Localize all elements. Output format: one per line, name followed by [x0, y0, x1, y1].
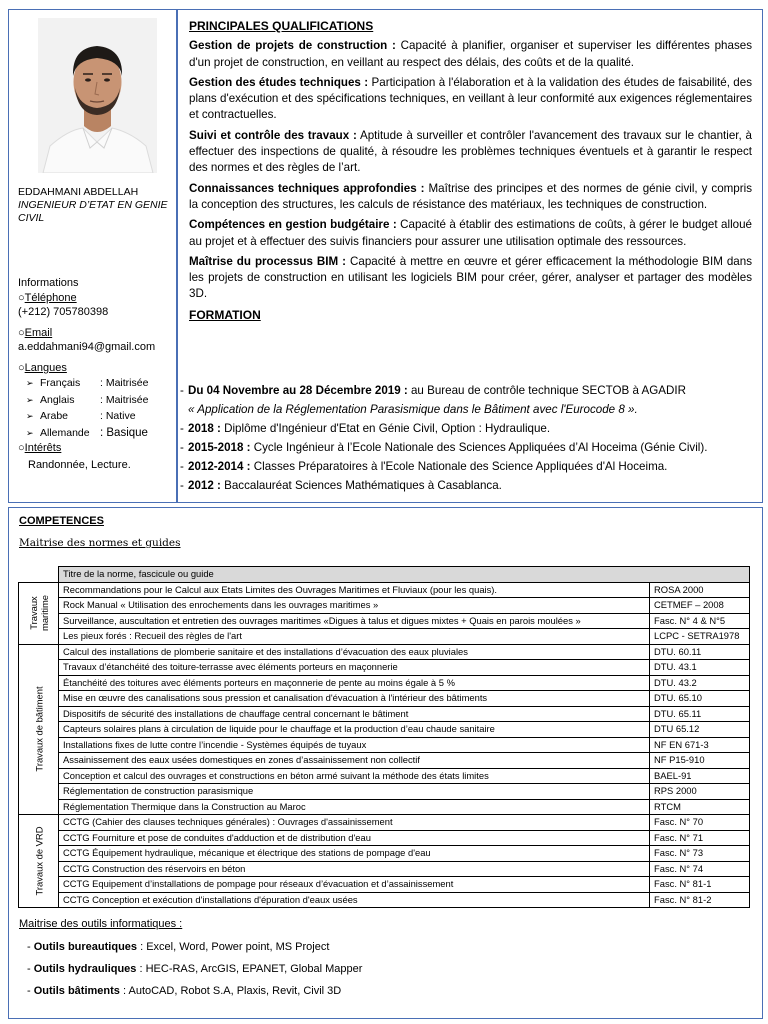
norm-code: CETMEF – 2008: [650, 598, 750, 614]
qualification-text: Maîtrise des principes et des normes de génie civil, y compris la conception des structures, les calculs de résistance des matériaux, les techniques de construction.: [189, 181, 752, 211]
norm-title: Les pieux forés : Recueil des règles de l'art: [59, 629, 650, 645]
qualification-text: Aptitude à surveiller et contrôler l'avancement des travaux sur le chantier, à effectuer des inspections de qualité, à résoudre les problèmes techniques éventuels et à garantir le respect des normes et des règles de l’art.: [189, 128, 752, 175]
table-row: [19, 830, 750, 846]
qualification-label: Suivi et contrôle des travaux :: [189, 128, 357, 142]
arrow-bullet-icon: ➢: [26, 411, 34, 421]
norm-code: RTCM: [650, 799, 750, 815]
email-label: Email: [24, 327, 53, 339]
email-block: [18, 326, 174, 354]
competences-subtitle: Maitrise des normes et guides: [19, 537, 181, 549]
arrow-bullet-icon: ➢: [26, 394, 34, 405]
qualification-text: Capacité à planifier, organiser et superviser les différentes phases d'un projet de construction, en veillant au respect des délais, des coûts et de la qualité.: [189, 39, 752, 69]
formation-list: [177, 381, 757, 495]
language-item: ➢ Arabe : Native: [18, 408, 174, 425]
dash-bullet-icon: -: [27, 985, 34, 997]
language-item: ➢ Anglais : Maitrisée: [18, 392, 174, 409]
norm-title: Installations fixes de lutte contre l’incendie - Systèmes équipés de tuyaux: [59, 737, 650, 753]
table-row: [19, 629, 750, 645]
interests-block: [18, 441, 174, 472]
qualification-item: [189, 75, 752, 124]
qualifications-title: PRINCIPALES QUALIFICATIONS: [189, 19, 374, 33]
table-row: [19, 722, 750, 738]
table-row: [19, 613, 750, 629]
category-label: Travaux maritime: [27, 595, 50, 631]
formation-title: FORMATION: [189, 307, 261, 322]
norm-title: Surveillance, auscultation et entretien des ouvrages maritimes «Digues à talus et digues mixtes + Quais en parois moulées »: [59, 613, 650, 629]
tool-item: [19, 980, 749, 1002]
formation-item: [177, 476, 757, 495]
norm-code: BAEL-91: [650, 768, 750, 784]
norm-title: Capteurs solaires plans à circulation de liquide pour le chauffage et la production d’eau chaude sanitaire: [59, 722, 650, 738]
email-value[interactable]: a.eddahmani94@gmail.com: [18, 341, 156, 353]
table-row: [19, 846, 750, 862]
category-label: Travaux de bâtiment: [33, 686, 44, 772]
dash-bullet-icon: -: [27, 963, 34, 975]
table-corner: [19, 567, 59, 583]
arrow-bullet-icon: ➢: [26, 378, 34, 388]
norm-title: CCTG Equipement d’installations de pompage pour réseaux d’évacuation et d’assainissement: [59, 877, 650, 893]
qualification-text: Capacité à établir des estimations de coûts, à gérer le budget alloué au projet et à effectuer des suivis financiers pour assurer une utilisation optimale des ressources.: [189, 218, 752, 248]
qualification-label: Gestion des études techniques :: [189, 75, 369, 89]
formation-date: 2012 :: [188, 479, 221, 492]
dash-bullet-icon: -: [180, 441, 184, 454]
formation-item: [177, 381, 757, 419]
norm-code: Fasc. N° 71: [650, 830, 750, 846]
qualification-item: [189, 128, 752, 177]
qualification-label: Compétences en gestion budgétaire :: [189, 218, 397, 232]
norm-title: Recommandations pour le Calcul aux Etats Limites des Ouvrages Maritimes et Fluviaux (pour les quais).: [59, 582, 650, 598]
formation-date: 2015-2018 :: [188, 441, 251, 454]
norm-code: DTU. 60.11: [650, 644, 750, 660]
profile-title: INGENIEUR D’ETAT EN GENIE CIVIL: [18, 199, 168, 224]
bullet-circle-icon: ○: [18, 442, 25, 454]
norm-title: Conception et calcul des ouvrages et constructions en béton armé suivant la méthode des états limites: [59, 768, 650, 784]
bullet-circle-icon: ○: [18, 292, 25, 304]
profile-name-block: [18, 186, 168, 225]
phone-label: Téléphone: [24, 292, 77, 304]
tool-label: Outils bâtiments: [33, 985, 120, 997]
table-row: [19, 861, 750, 877]
formation-text: Cycle Ingénieur à l’Ecole Nationale des Sciences Appliquées d’Al Hoceima (Génie Civil).: [250, 441, 708, 454]
norm-code: DTU. 43.1: [650, 660, 750, 676]
interests-value: Randonnée, Lecture.: [28, 459, 131, 471]
dash-bullet-icon: -: [180, 479, 184, 492]
formation-date: Du 04 Novembre au 28 Décembre 2019 :: [188, 384, 408, 397]
table-row: [19, 753, 750, 769]
table-row: [19, 582, 750, 598]
table-row: [19, 737, 750, 753]
table-row: [19, 660, 750, 676]
norm-title: Calcul des installations de plomberie sanitaire et des installations d’évacuation des eaux pluviales: [59, 644, 650, 660]
bullet-circle-icon: ○: [18, 327, 25, 339]
qualification-text: Capacité à mettre en œuvre et gérer efficacement la méthodologie BIM dans les projets de construction en utilisant les logiciels BIM pour créer, gérer, analyser et partager des modèles 3D.: [189, 254, 752, 301]
category-label: Travaux de VRD: [33, 826, 44, 896]
qualification-item: [189, 217, 752, 250]
contact-info: [18, 276, 174, 472]
qualification-item: [189, 254, 752, 303]
norm-code: NF P15-910: [650, 753, 750, 769]
norm-code: Fasc. N° 74: [650, 861, 750, 877]
formation-text: au Bureau de contrôle technique SECTOB à AGADIR: [407, 384, 686, 397]
dash-bullet-icon: -: [180, 422, 184, 435]
table-row: [19, 644, 750, 660]
table-row: [19, 892, 750, 908]
phone-block: [18, 291, 174, 319]
qualifications-section: [189, 18, 752, 323]
tool-item: [19, 958, 749, 980]
norm-code: Fasc. N° 70: [650, 815, 750, 831]
norm-title: Réglementation de construction parasismique: [59, 784, 650, 800]
formation-text: Baccalauréat Sciences Mathématiques à Casablanca.: [220, 479, 502, 492]
tool-label: Outils hydrauliques: [33, 963, 137, 975]
qualification-label: Connaissances techniques approfondies :: [189, 181, 425, 195]
norm-title: CCTG (Cahier des clauses techniques générales) : Ouvrages d'assainissement: [59, 815, 650, 831]
dash-bullet-icon: -: [180, 460, 184, 473]
formation-item: [177, 419, 757, 438]
formation-date: 2018 :: [188, 422, 221, 435]
norm-code: Fasc. N° 81-1: [650, 877, 750, 893]
norm-title: Assainissement des eaux usées domestiques en zones d’assainissement non collectif: [59, 753, 650, 769]
qualification-label: Gestion de projets de construction :: [189, 39, 396, 53]
dash-bullet-icon: -: [180, 384, 184, 397]
norm-title: CCTG Équipement hydraulique, mécanique et électrique des stations de pompage d'eau: [59, 846, 650, 862]
languages-label: Langues: [24, 362, 67, 374]
norm-code: RPS 2000: [650, 784, 750, 800]
table-row: [19, 815, 750, 831]
table-row: [19, 691, 750, 707]
category-cell: [19, 815, 59, 908]
norm-title: CCTG Fourniture et pose de conduites d'adduction et de distribution d'eau: [59, 830, 650, 846]
profile-photo: [38, 18, 157, 173]
phone-value: (+212) 705780398: [18, 306, 109, 318]
formation-item: [177, 457, 757, 476]
language-item: ➢ Français : Maitrisée: [18, 375, 174, 392]
norm-title: Mise en œuvre des canalisations sous pression et canalisation d'évacuation à l'intérieur des bâtiments: [59, 691, 650, 707]
tools-section: [19, 918, 749, 1002]
tools-title: Maitrise des outils informatiques :: [19, 918, 183, 930]
norms-table: [18, 566, 750, 908]
norm-code: Fasc. N° 73: [650, 846, 750, 862]
formation-item: [177, 438, 757, 457]
norm-title: Travaux d’étanchéité des toiture-terrasse avec éléments porteurs en maçonnerie: [59, 660, 650, 676]
norm-title: Rock Manual « Utilisation des enrochements dans les ouvrages maritimes »: [59, 598, 650, 614]
arrow-bullet-icon: ➢: [26, 427, 34, 438]
table-row: [19, 675, 750, 691]
qualification-label: Maîtrise du processus BIM :: [189, 254, 347, 268]
table-row: [19, 768, 750, 784]
norm-title: Dispositifs de sécurité des installations de chauffage central concernant le bâtiment: [59, 706, 650, 722]
formation-text: Diplôme d'Ingénieur d'Etat en Génie Civil, Option : Hydraulique.: [220, 422, 551, 435]
norm-title: CCTG Conception et exécution d'installations d'épuration d'eaux usées: [59, 892, 650, 908]
tool-label: Outils bureautiques: [33, 941, 138, 953]
formation-text: Classes Préparatoires à l'Ecole Nationale des Science Appliquées d'Al Hoceima.: [250, 460, 668, 473]
tool-item: [19, 936, 749, 958]
table-row: [19, 598, 750, 614]
norm-title: Étanchéité des toitures avec éléments porteurs en maçonnerie de pente au moins égale à 5 %: [59, 675, 650, 691]
norm-title: CCTG Construction des réservoirs en béton: [59, 861, 650, 877]
norm-code: Fasc. N° 81-2: [650, 892, 750, 908]
tool-text: : Excel, Word, Power point, MS Project: [137, 941, 330, 953]
qualification-item: [189, 181, 752, 214]
tool-text: : AutoCAD, Robot S.A, Plaxis, Revit, Civil 3D: [119, 985, 342, 997]
norm-code: DTU. 43.2: [650, 675, 750, 691]
formation-date: 2012-2014 :: [188, 460, 251, 473]
dash-bullet-icon: -: [27, 941, 34, 953]
qualification-text: Participation à l'élaboration et à la validation des études de faisabilité, des plans d'exécution et des spécifications techniques, en veillant à leur conformité aux exigences réglementaires et contractuelles.: [189, 75, 752, 122]
competences-title: COMPETENCES: [19, 515, 104, 527]
tool-text: : HEC-RAS, ArcGIS, EPANET, Global Mapper: [136, 963, 363, 975]
table-header-row: [19, 567, 750, 583]
bullet-circle-icon: ○: [18, 362, 25, 374]
info-heading: Informations: [18, 277, 79, 289]
norm-code: Fasc. N° 4 & N°5: [650, 613, 750, 629]
interests-label: Intérêts: [24, 442, 62, 454]
table-row: [19, 877, 750, 893]
norm-code: NF EN 671-3: [650, 737, 750, 753]
norm-code: DTU 65.12: [650, 722, 750, 738]
norm-title: Réglementation Thermique dans la Construction au Maroc: [59, 799, 650, 815]
formation-subtitle: « Application de la Réglementation Parasismique dans le Bâtiment avec l'Eurocode 8 ».: [188, 403, 638, 416]
qualifications-list: [189, 38, 752, 302]
norm-code: DTU. 65.10: [650, 691, 750, 707]
table-row: [19, 706, 750, 722]
languages-block: [18, 361, 174, 441]
table-header: Titre de la norme, fascicule ou guide: [59, 567, 750, 583]
language-item: ➢ Allemande : Basique: [18, 425, 174, 442]
profile-photo-illustration: [38, 18, 157, 173]
norm-code: LCPC - SETRA1978: [650, 629, 750, 645]
category-cell: [19, 644, 59, 815]
category-cell: [19, 582, 59, 644]
norm-code: DTU. 65.11: [650, 706, 750, 722]
qualification-item: [189, 38, 752, 71]
table-row: [19, 799, 750, 815]
norm-code: ROSA 2000: [650, 582, 750, 598]
profile-name: EDDAHMANI ABDELLAH: [18, 186, 139, 198]
table-row: [19, 784, 750, 800]
tools-list: [19, 936, 749, 1002]
